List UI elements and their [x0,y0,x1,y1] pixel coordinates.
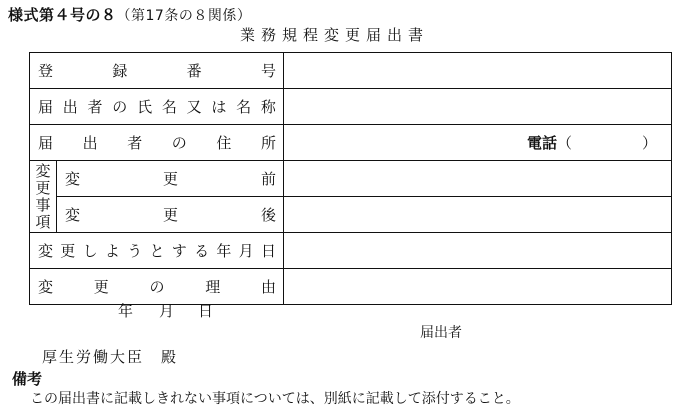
form-identifier [8,4,251,25]
phone-label: 電話 [526,134,557,152]
registration-number-label: 登 録 番 号 [30,53,284,89]
phone-close-paren: ） [641,134,657,152]
change-reason-label: 変 更 の 理 由 [30,269,284,305]
change-date-field[interactable] [284,233,672,269]
before-change-label: 変 更 前 [57,161,284,197]
phone-open-paren: （ [556,134,572,152]
change-reason-field[interactable] [284,269,672,305]
notifier-address-field[interactable] [284,125,672,161]
phone-number-slot [284,132,671,153]
form-article-reference: （第17条の８関係） [116,8,252,24]
day-label: 日 [198,302,214,320]
notifier-name-row [30,89,672,125]
submission-date-line [118,300,213,321]
remarks-heading: 備考 [12,370,43,388]
document-title: 業務規程変更届出書 [240,26,430,44]
before-change-field[interactable] [284,161,672,197]
form-number: 様式第４号の８ [8,6,117,24]
change-date-row [30,233,672,269]
after-change-row [30,197,672,233]
notification-form-table [29,52,672,305]
after-change-label: 変 更 後 [57,197,284,233]
change-items-label: 変 更 事 項 [30,161,57,233]
phone-field[interactable] [572,132,642,153]
after-change-field[interactable] [284,197,672,233]
registration-number-field[interactable] [284,53,672,89]
notifier-name-field[interactable] [284,89,672,125]
month-label: 月 [159,302,175,320]
registration-number-row [30,53,672,89]
before-change-row [30,161,672,197]
year-label: 年 [118,302,134,320]
remarks-text: この届出書に記載しきれない事項については、別紙に記載して添付すること。 [30,391,520,407]
change-date-label: 変 更 し よ う と す る 年 月 日 [30,233,284,269]
notifier-address-row [30,125,672,161]
addressee: 厚生労働大臣 殿 [42,348,179,366]
notifier-name-label: 届 出 者 の 氏 名 又 は 名 称 [30,89,284,125]
notifier-address-label: 届 出 者 の 住 所 [30,125,284,161]
notifier-signature-label: 届出者 [420,325,462,341]
